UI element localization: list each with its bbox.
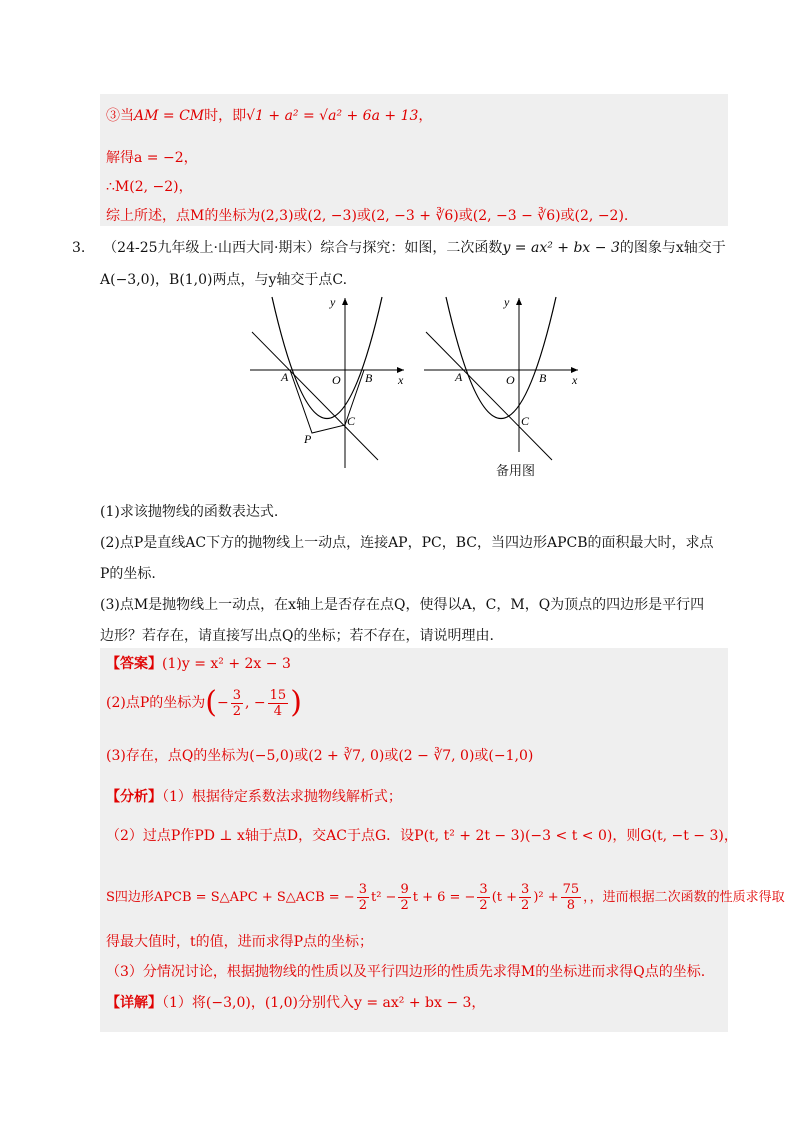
label-O: O	[332, 373, 341, 387]
label-x: x	[398, 373, 404, 387]
label-O: O	[506, 373, 515, 387]
label-A: A	[281, 370, 289, 384]
answer-3: (3)存在，点Q的坐标为(−5,0)或(2 + ∛7, 0)或(2 − ∛7, 0)或(−1,0)	[106, 748, 534, 764]
solution-line-1: ③当AM = CM时，即√1 + a² = √a² + 6a + 13，	[106, 108, 433, 124]
parabola-figure-backup	[420, 292, 590, 472]
analysis-5: （3）分情况讨论，根据抛物线的性质以及平行四边形的性质先求得M的坐标进而求得Q点的坐标.	[106, 964, 706, 980]
answer-1: 【答案】(1)y = x² + 2x − 3	[106, 656, 291, 672]
label-y: y	[504, 295, 510, 309]
detail-tag: 【详解】	[106, 995, 162, 1011]
problem-line-1: 3. （24-25九年级上·山西大同·期末）综合与探究：如图，二次函数y = ax² + bx − 3的图象与x轴交于	[72, 240, 726, 256]
label-A: A	[455, 370, 463, 384]
label-x: x	[572, 373, 578, 387]
question-2-line-2: P的坐标.	[100, 566, 156, 582]
figure-caption: 备用图	[496, 464, 536, 479]
problem-number: 3.	[72, 240, 86, 256]
analysis-tag: 【分析】	[106, 789, 162, 805]
detail-1: 【详解】（1）将(−3,0)，(1,0)分别代入y = ax² + bx − 3，	[106, 995, 486, 1011]
parabola-figure-main	[246, 292, 416, 472]
label-C: C	[347, 414, 356, 428]
solution-line-2: 解得a = −2，	[106, 150, 198, 166]
question-3-line-1: (3)点M是抛物线上一动点，在x轴上是否存在点Q，使得以A，C，M，Q为顶点的四边形是平行四	[100, 597, 705, 613]
analysis-4: 得最大值时，t的值，进而求得P点的坐标；	[106, 934, 374, 950]
answer-2: (2)点P的坐标为(− $\frac{3}{2}$ , − $\frac{15}{4}$ )	[106, 685, 302, 720]
label-y: y	[330, 295, 336, 309]
solution-line-3: ∴M(2, −2)，	[106, 179, 193, 195]
analysis-3: S四边形APCB = S△APC + S△ACB = − $\frac{3}{2}$ t² − $\frac{9}{2}$ t + 6 = − $\frac{3}{2}$ (t + $\frac{3}{2}$ )² + $\frac{75}{8}$ ，，进而根据二次函数的性质求得取	[106, 882, 785, 913]
analysis-2: （2）过点P作PD ⊥ x轴于点D，交AC于点G．设P(t, t² + 2t − 3)(−3 < t < 0)，则G(t, −t − 3)，	[106, 828, 738, 844]
answer-tag: 【答案】	[106, 656, 162, 672]
question-2-line-1: (2)点P是直线AC下方的抛物线上一动点，连接AP，PC，BC，当四边形APCB的面积最大时，求点	[100, 535, 714, 551]
label-B: B	[539, 371, 547, 385]
question-3-line-2: 边形？若存在，请直接写出点Q的坐标；若不存在，请说明理由.	[100, 628, 494, 644]
problem-line-2: A(−3,0)，B(1,0)两点，与y轴交于点C.	[100, 272, 348, 288]
label-C: C	[521, 414, 530, 428]
label-B: B	[365, 371, 373, 385]
solution-line-4: 综上所述，点M的坐标为(2,3)或(2, −3)或(2, −3 + ∛6)或(2, −3 − ∛6)或(2, −2).	[106, 208, 629, 224]
analysis-1: 【分析】（1）根据待定系数法求抛物线解析式；	[106, 789, 402, 805]
label-P: P	[304, 432, 312, 446]
question-1: (1)求该抛物线的函数表达式.	[100, 504, 279, 520]
